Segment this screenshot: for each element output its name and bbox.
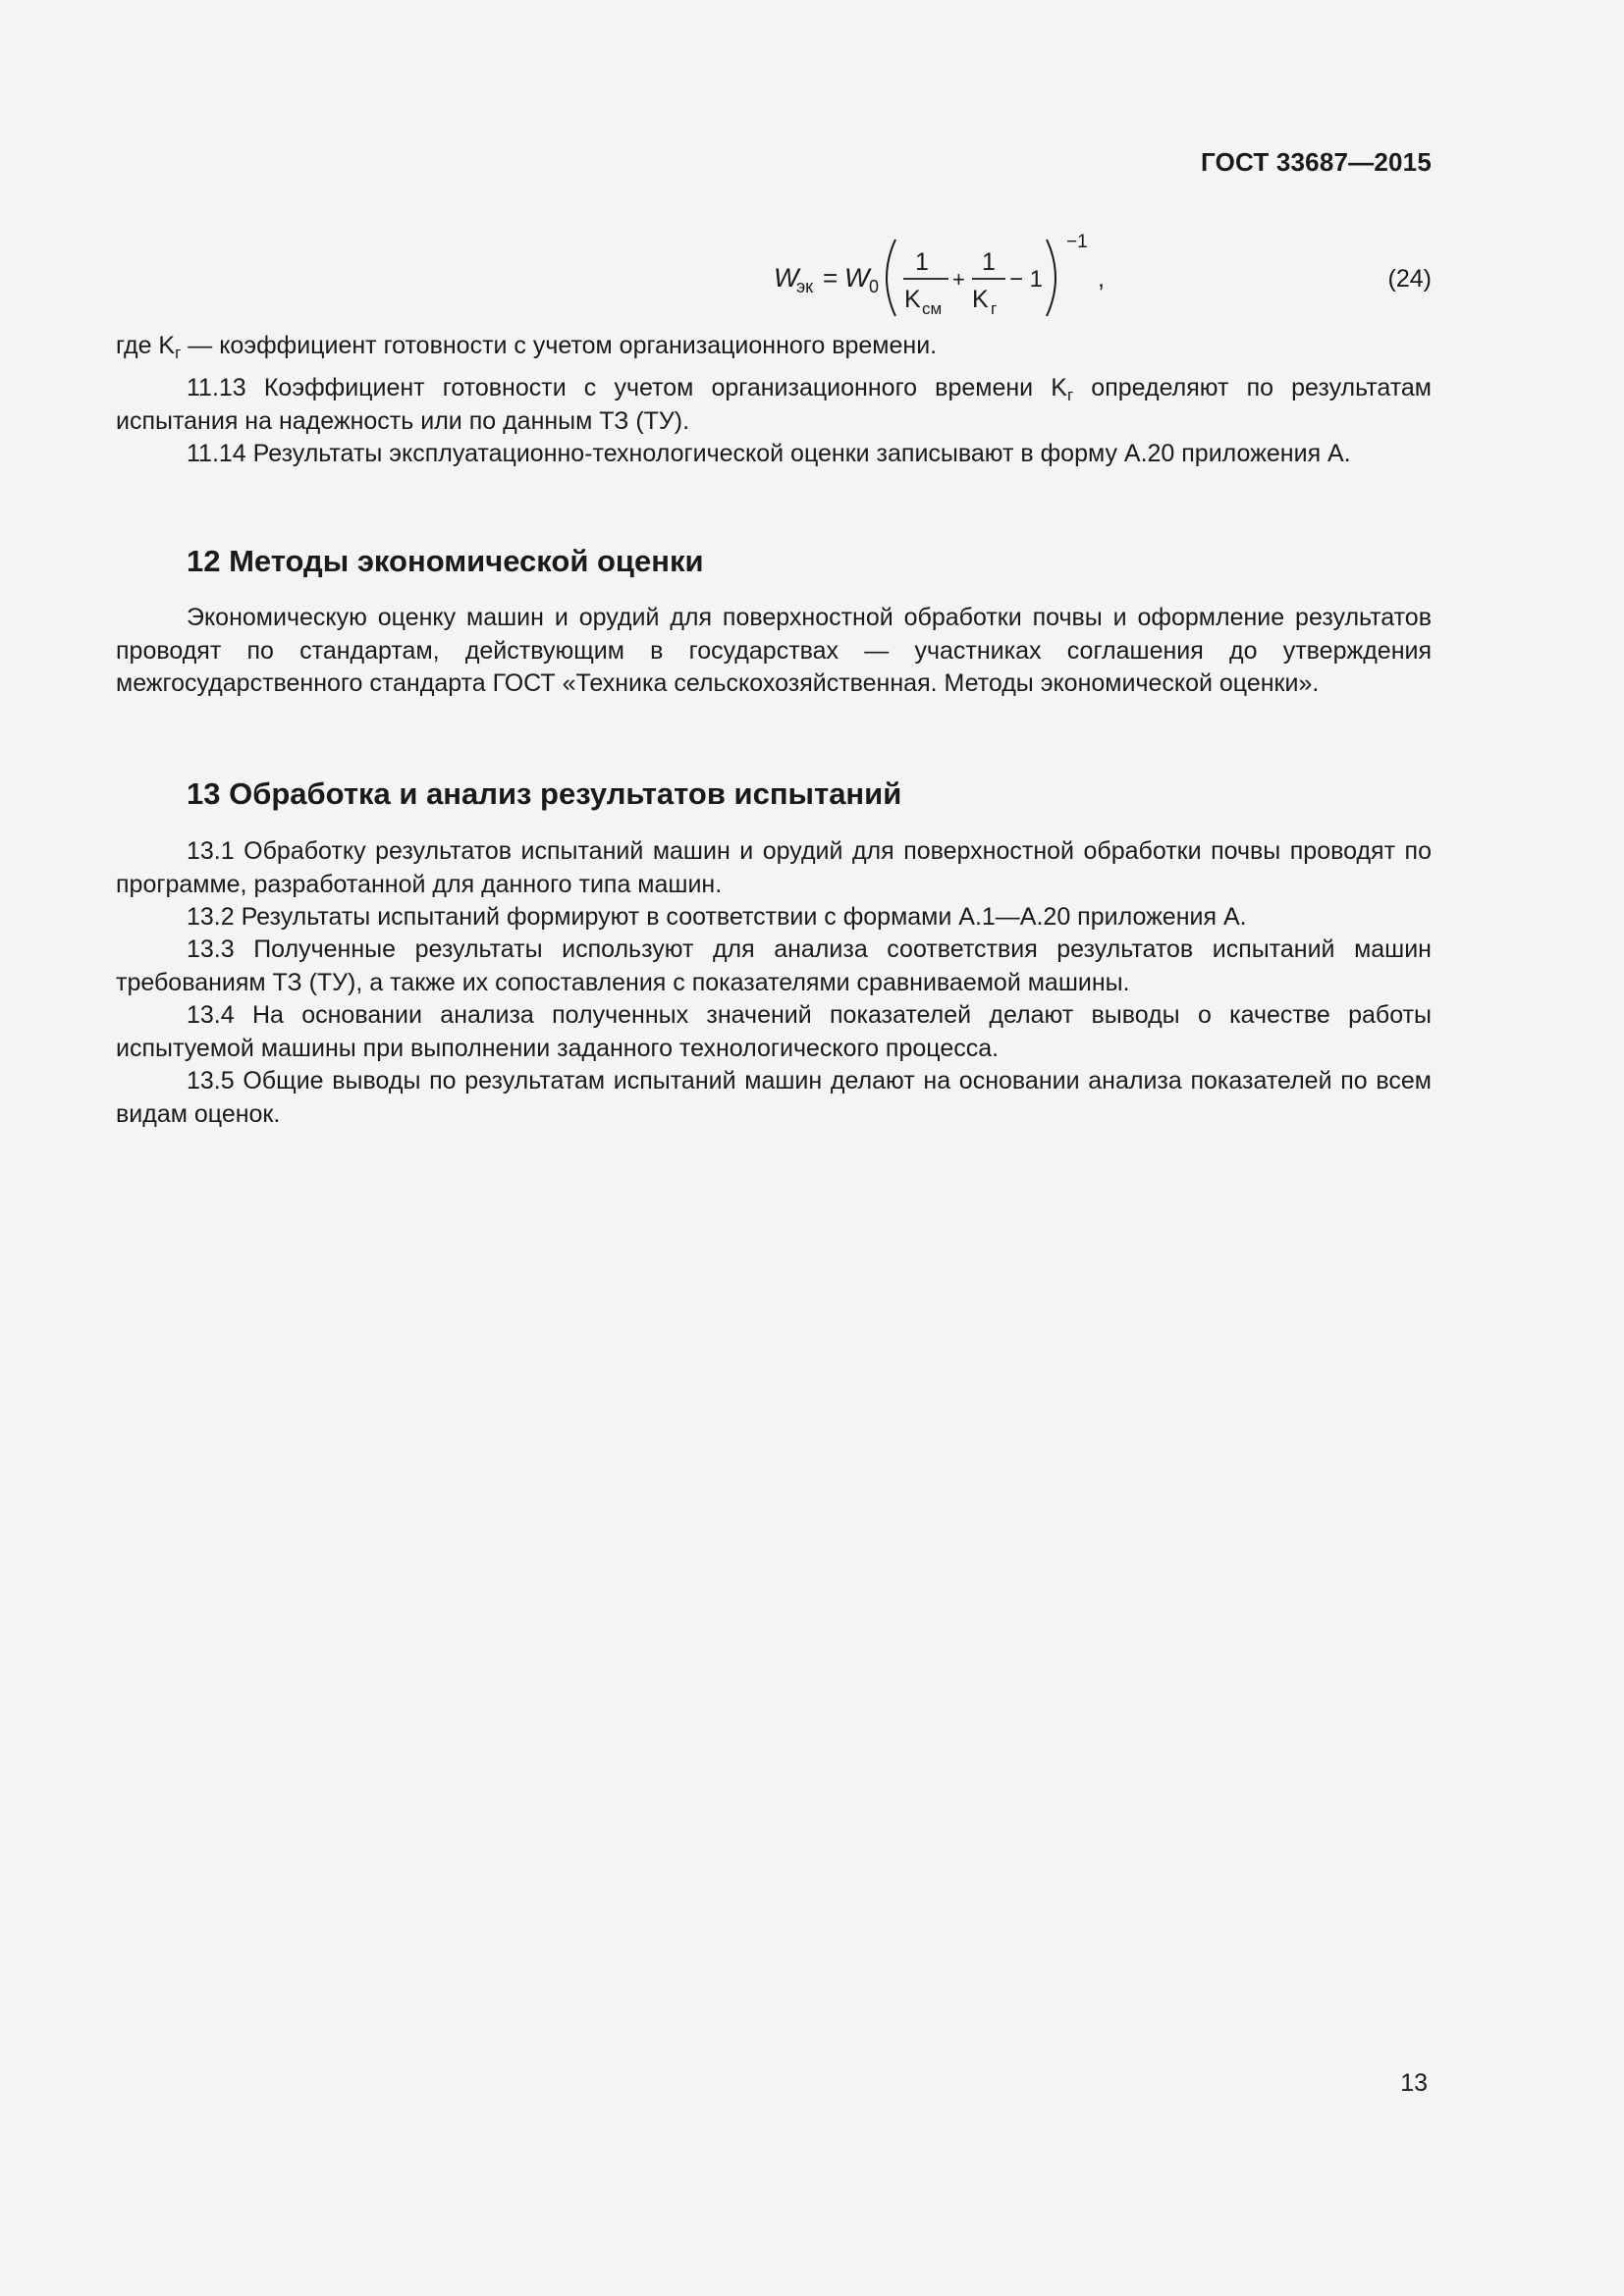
standard-code: ГОСТ 33687—2015 (1201, 147, 1432, 177)
section-12-text: Экономическую оценку машин и орудий для поверхностной обработки почвы и оформление результатов проводят по стандартам, действующим в государствах — участниках соглашения до утверждения межгосударственного стандарта ГОСТ «Техника сельскохозяйственная. Методы экономической оценки». (116, 604, 1432, 697)
formula-den2-sub: г (991, 299, 998, 318)
paragraph-13-5: 13.5 Общие выводы по результатам испытаний машин делают на основании анализа показателей по всем видам оценок. (116, 1067, 1432, 1128)
section-12-heading: 12 Методы экономической оценки (187, 544, 704, 578)
paragraph-13-3: 13.3 Полученные результаты используют для анализа соответствия результатов испытаний машин требованиям ТЗ (ТУ), а также их сопоставления с показателями сравниваемой машины. (116, 935, 1432, 996)
formula-right-paren (1047, 240, 1056, 316)
formula-equals: = (823, 263, 839, 293)
paragraph-13-4: 13.4 На основании анализа полученных значений показателей делают выводы о качестве работы испытуемой машины при выполнении заданного технологического процесса. (116, 1001, 1432, 1062)
formula-comma: , (1098, 265, 1105, 293)
formula-minus-one: − 1 (1009, 266, 1044, 293)
paragraph-11-13: 11.13 Коэффициент готовности с учетом организационного времени $K_г$ определяют по результатам испытания на надежность или по данным ТЗ (ТУ). (116, 374, 1432, 435)
formula-24 (116, 226, 1432, 324)
paragraph-13-2: 13.2 Результаты испытаний формируют в соответствии с формами А.1—А.20 приложения А. (187, 903, 1247, 931)
formula-den2-base: K (972, 286, 989, 313)
paragraph-13-1: 13.1 Обработку результатов испытаний машин и орудий для поверхностной обработки почвы проводят по программе, разработанной для данного типа машин. (116, 837, 1432, 898)
formula-num1: 1 (915, 248, 929, 276)
formula-lhs-base: W (774, 263, 799, 293)
formula-den1-sub: см (922, 299, 943, 318)
formula-rhs-base: W (844, 263, 870, 293)
formula-exponent: −1 (1066, 232, 1088, 252)
formula-rhs-sub: 0 (869, 277, 880, 296)
formula-plus: + (952, 267, 965, 292)
paragraph-11-14: 11.14 Результаты эксплуатационно-технологической оценки записывают в форму А.20 приложения А. (187, 440, 1351, 467)
formula-left-paren (887, 240, 895, 316)
where-clause: где $K_г$ — коэффициент готовности с учетом организационного времени. (116, 332, 938, 362)
equation-number: (24) (1387, 265, 1432, 293)
formula-num2: 1 (982, 248, 996, 276)
document-page (116, 0, 1432, 2296)
formula-den1-base: K (904, 286, 921, 313)
section-13-heading: 13 Обработка и анализ результатов испытаний (187, 776, 902, 811)
formula-expression (656, 226, 1147, 324)
formula-lhs-sub: эк (796, 277, 814, 296)
page-number: 13 (1400, 2069, 1428, 2097)
